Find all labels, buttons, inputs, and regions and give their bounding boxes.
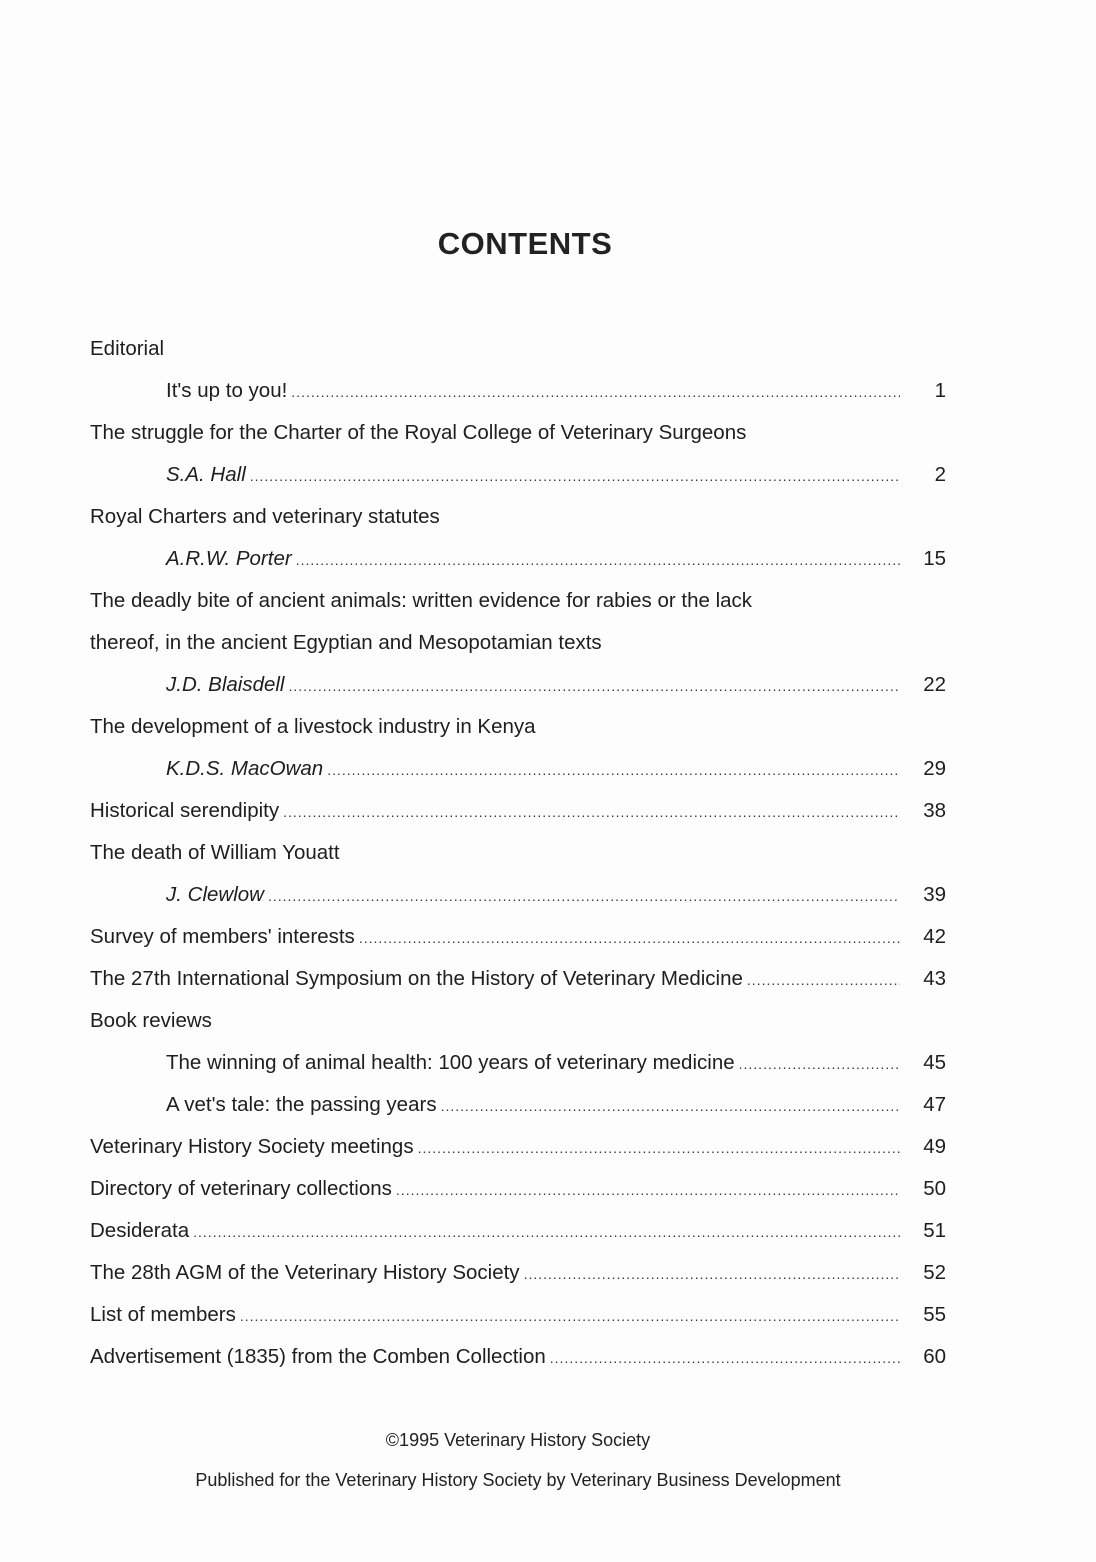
dot-leader — [250, 455, 900, 497]
toc-author: K.D.S. MacOwan — [166, 757, 324, 780]
toc-entry-title: Royal Charters and veterinary statutes — [90, 505, 440, 528]
toc-page-number: 43 — [923, 967, 946, 990]
toc-heading — [90, 412, 950, 454]
toc-page-number: 45 — [923, 1051, 946, 1074]
dot-leader — [240, 1295, 900, 1337]
dot-leader — [327, 749, 900, 791]
toc-page-number: 38 — [923, 799, 946, 822]
toc-entry-title: Editorial — [90, 337, 165, 360]
toc-author: S.A. Hall — [166, 463, 246, 486]
toc-author: J.D. Blaisdell — [166, 673, 285, 696]
toc-entry[interactable] — [90, 916, 950, 958]
toc-entry[interactable] — [90, 1210, 950, 1252]
toc-page-number: 2 — [934, 463, 946, 486]
toc-entry[interactable] — [90, 1042, 950, 1084]
dot-leader — [283, 791, 900, 833]
toc-entry[interactable] — [90, 874, 950, 916]
toc-entry-title: Advertisement (1835) from the Comben Collection — [90, 1345, 546, 1368]
dot-leader — [291, 371, 900, 413]
toc-entry[interactable] — [90, 748, 950, 790]
dot-leader — [193, 1211, 900, 1253]
toc-entry[interactable] — [90, 1294, 950, 1336]
dot-leader — [396, 1169, 900, 1211]
toc-entry[interactable] — [90, 958, 950, 1000]
toc-entry[interactable] — [90, 1126, 950, 1168]
dot-leader — [441, 1085, 900, 1127]
toc-entry[interactable] — [90, 664, 950, 706]
toc-entry[interactable] — [90, 1252, 950, 1294]
toc-page-number: 49 — [923, 1135, 946, 1158]
toc-entry[interactable] — [90, 538, 950, 580]
toc-page-number: 52 — [923, 1261, 946, 1284]
toc-entry-title: It's up to you! — [166, 379, 288, 402]
toc-heading — [90, 496, 950, 538]
toc-entry[interactable] — [90, 1084, 950, 1126]
toc-entry-title: Survey of members' interests — [90, 925, 355, 948]
dot-leader — [268, 875, 900, 917]
toc-entry[interactable] — [90, 454, 950, 496]
toc-entry-title: List of members — [90, 1303, 236, 1326]
toc-entry-title: thereof, in the ancient Egyptian and Mesopotamian texts — [90, 631, 602, 654]
dot-leader — [418, 1127, 900, 1169]
toc-page-number: 47 — [923, 1093, 946, 1116]
toc-author: A.R.W. Porter — [166, 547, 292, 570]
dot-leader — [289, 665, 901, 707]
dot-leader — [739, 1043, 900, 1085]
toc-entry[interactable] — [90, 1168, 950, 1210]
toc-entry-title: The development of a livestock industry in Kenya — [90, 715, 536, 738]
toc-entry-title: Veterinary History Society meetings — [90, 1135, 414, 1158]
toc-heading — [90, 832, 950, 874]
table-of-contents — [90, 328, 950, 1378]
toc-page-number: 22 — [923, 673, 946, 696]
toc-entry-title: Book reviews — [90, 1009, 212, 1032]
toc-heading — [90, 622, 950, 664]
dot-leader — [550, 1337, 900, 1379]
toc-entry-title: The 28th AGM of the Veterinary History Society — [90, 1261, 520, 1284]
toc-heading — [90, 328, 950, 370]
toc-entry-title: Desiderata — [90, 1219, 190, 1242]
toc-entry-title: Historical serendipity — [90, 799, 280, 822]
dot-leader — [359, 917, 900, 959]
publisher-notice: Published for the Veterinary History Society by Veterinary Business Development — [195, 1470, 841, 1490]
toc-entry[interactable] — [90, 1336, 950, 1378]
toc-page-number: 42 — [923, 925, 946, 948]
toc-page-number: 15 — [923, 547, 946, 570]
toc-heading — [90, 1000, 950, 1042]
dot-leader — [524, 1253, 900, 1295]
toc-page-number: 1 — [934, 379, 946, 402]
copyright-notice: ©1995 Veterinary History Society — [385, 1430, 651, 1450]
toc-entry-title: The winning of animal health: 100 years of veterinary medicine — [166, 1051, 735, 1074]
toc-entry-title: The 27th International Symposium on the History of Veterinary Medicine — [90, 967, 743, 990]
toc-heading — [90, 706, 950, 748]
toc-entry-title: The death of William Youatt — [90, 841, 340, 864]
dot-leader — [747, 959, 900, 1001]
dot-leader — [296, 539, 900, 581]
toc-page-number: 50 — [923, 1177, 946, 1200]
toc-heading — [90, 580, 950, 622]
page-title: CONTENTS — [437, 226, 613, 261]
toc-entry-title: A vet's tale: the passing years — [166, 1093, 437, 1116]
toc-page-number: 29 — [923, 757, 946, 780]
toc-page-number: 55 — [923, 1303, 946, 1326]
toc-page-number: 60 — [923, 1345, 946, 1368]
toc-entry-title: The struggle for the Charter of the Royal College of Veterinary Surgeons — [90, 421, 747, 444]
toc-page-number: 39 — [923, 883, 946, 906]
toc-entry-title: The deadly bite of ancient animals: written evidence for rabies or the lack — [90, 589, 753, 612]
toc-entry[interactable] — [90, 370, 950, 412]
toc-entry-title: Directory of veterinary collections — [90, 1177, 392, 1200]
toc-author: J. Clewlow — [166, 883, 264, 906]
toc-page-number: 51 — [923, 1219, 946, 1242]
toc-entry[interactable] — [90, 790, 950, 832]
